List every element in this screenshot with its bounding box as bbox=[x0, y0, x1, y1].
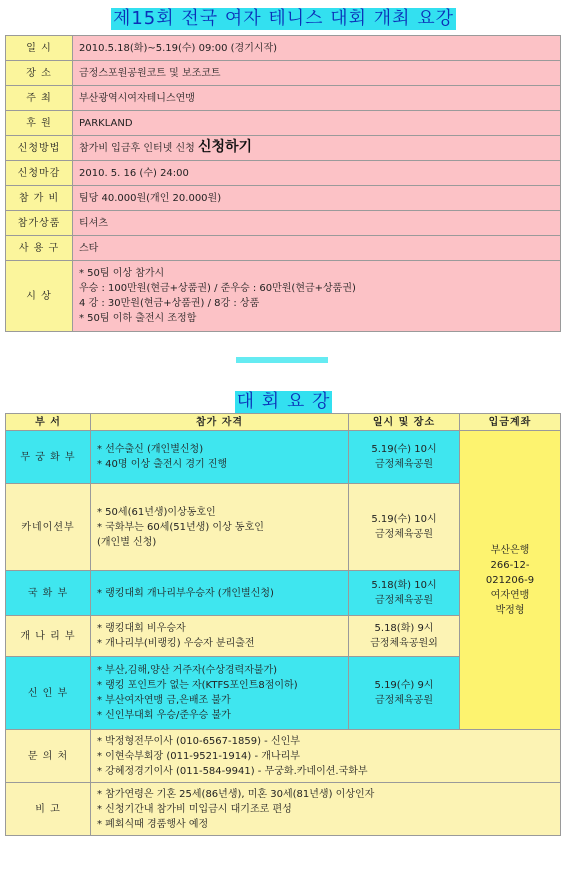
info-label: 신청방법 bbox=[6, 136, 73, 161]
info-label: 참 가 비 bbox=[6, 186, 73, 211]
info-value-text: 참가비 입금후 인터넷 신청 bbox=[79, 143, 198, 154]
note-row-content bbox=[91, 783, 561, 836]
title-block bbox=[0, 8, 567, 30]
time-place-line: 5.19(수) 9시 bbox=[374, 680, 434, 691]
info-value bbox=[73, 136, 561, 161]
event-title-block bbox=[0, 391, 567, 413]
qualification-line: * 선수출신 (개인별신청) bbox=[97, 444, 204, 455]
qualification-line: * 40명 이상 출전시 경기 진행 bbox=[97, 459, 228, 470]
info-value-text: 티셔츠 bbox=[79, 217, 108, 229]
division-time-place bbox=[349, 431, 460, 484]
header-qual: 참가 자격 bbox=[91, 414, 349, 431]
time-place-line: 금정체육공원외 bbox=[370, 638, 438, 649]
award-line: * 50팀 이상 참가시 bbox=[79, 268, 165, 279]
info-row bbox=[6, 86, 561, 111]
qualification-line: * 신인부대회 우승/준우승 불가 bbox=[97, 710, 231, 721]
award-line: 4 강 : 30만원(현금+상품권) / 8강 : 상품 bbox=[79, 298, 260, 309]
note-row-line: * 폐회식때 경품행사 예정 bbox=[97, 818, 209, 830]
info-row bbox=[6, 186, 561, 211]
info-value-text: 스타 bbox=[79, 242, 99, 254]
account-line: 266-12- bbox=[490, 559, 530, 571]
header-dept: 부 서 bbox=[6, 414, 91, 431]
division-name: 무 궁 화 부 bbox=[6, 431, 91, 484]
info-value-text: 팀당 40.000원(개인 20.000원) bbox=[79, 192, 222, 204]
division-name: 개 나 리 부 bbox=[6, 616, 91, 657]
division-time-place bbox=[349, 657, 460, 730]
contact-row-content bbox=[91, 730, 561, 783]
qualification-line: * 50세(61년생)이상동호인 bbox=[97, 506, 216, 518]
award-value bbox=[73, 261, 561, 332]
time-place-line: 금정체육공원 bbox=[375, 695, 433, 706]
contact-row-label: 문 의 처 bbox=[6, 730, 91, 783]
qualification-line: * 랭킹대회 비우승자 bbox=[97, 623, 186, 634]
info-value bbox=[73, 161, 561, 186]
contact-row-line: * 박정형전무이사 (010-6567-1859) - 신인부 bbox=[97, 735, 300, 747]
info-label: 참가상품 bbox=[6, 211, 73, 236]
header-time: 일시 및 장소 bbox=[349, 414, 460, 431]
qualification-line: * 부산,김해,양산 거주자(수상경력자불가) bbox=[97, 665, 278, 676]
info-value-text: 2010. 5. 16 (수) 24:00 bbox=[79, 167, 189, 179]
qualification-line: * 랭킹 포인트가 없는 자(KTFS포인트8점이하) bbox=[97, 680, 298, 691]
time-place-line: 5.19(수) 10시 bbox=[371, 514, 437, 525]
account-line: 박정형 bbox=[495, 604, 525, 616]
division-table-header bbox=[6, 414, 561, 431]
info-value-text: PARKLAND bbox=[79, 117, 133, 129]
event-title: 대 회 요 강 bbox=[236, 391, 331, 412]
division-qualification bbox=[91, 616, 349, 657]
info-label: 주 최 bbox=[6, 86, 73, 111]
division-qualification bbox=[91, 431, 349, 484]
time-place-line: 금정체육공원 bbox=[375, 459, 433, 470]
note-row-line: * 신청기간내 참가비 미입금시 대기조로 편성 bbox=[97, 803, 292, 815]
award-label: 시 상 bbox=[6, 261, 73, 332]
time-place-line: 5.19(수) 10시 bbox=[371, 444, 437, 455]
qualification-line: * 랭킹대회 개나리부우승자 (개인별신청) bbox=[97, 587, 274, 599]
info-value-text: 금정스포원공원코트 및 보조코트 bbox=[79, 67, 221, 79]
info-value bbox=[73, 36, 561, 61]
overview-table bbox=[5, 35, 561, 332]
contact-row-line: * 이현숙부회장 (011-9521-1914) - 개나리부 bbox=[97, 750, 300, 762]
info-value-text: 2010.5.18(화)~5.19(수) 09:00 (경기시작) bbox=[79, 42, 278, 54]
division-name: 신 인 부 bbox=[6, 657, 91, 730]
info-value bbox=[73, 111, 561, 136]
header-account: 입금계좌 bbox=[460, 414, 561, 431]
info-value bbox=[73, 186, 561, 211]
account-line: 여자연맹 bbox=[490, 589, 530, 601]
info-value-text: 부산광역시여자테니스연맹 bbox=[79, 92, 195, 104]
account-line: 부산은행 bbox=[490, 544, 530, 556]
info-label: 후 원 bbox=[6, 111, 73, 136]
division-table bbox=[5, 413, 561, 836]
account-info bbox=[460, 431, 561, 730]
info-row bbox=[6, 211, 561, 236]
division-qualification bbox=[91, 657, 349, 730]
qualification-line: (개인별 신청) bbox=[97, 536, 157, 548]
account-line: 021206-9 bbox=[485, 574, 535, 586]
info-value bbox=[73, 236, 561, 261]
qualification-line: * 개나리부(비랭킹) 우승자 분리출전 bbox=[97, 638, 255, 649]
award-line: * 50팀 이하 출전시 조정함 bbox=[79, 313, 197, 324]
division-time-place bbox=[349, 571, 460, 616]
info-label: 사 용 구 bbox=[6, 236, 73, 261]
info-value bbox=[73, 86, 561, 111]
division-row bbox=[6, 431, 561, 484]
apply-link[interactable]: 신청하기 bbox=[197, 139, 253, 155]
info-row bbox=[6, 111, 561, 136]
division-qualification bbox=[91, 571, 349, 616]
info-label: 장 소 bbox=[6, 61, 73, 86]
info-row bbox=[6, 36, 561, 61]
info-label: 일 시 bbox=[6, 36, 73, 61]
award-row bbox=[6, 261, 561, 332]
contact-row bbox=[6, 730, 561, 783]
time-place-line: 금정체육공원 bbox=[375, 529, 433, 540]
time-place-line: 금정체육공원 bbox=[375, 595, 433, 606]
time-place-line: 5.18(화) 9시 bbox=[374, 623, 434, 634]
division-name: 카네이션부 bbox=[6, 484, 91, 571]
division-name: 국 화 부 bbox=[6, 571, 91, 616]
award-line: 우승 : 100만원(현금+상품권) / 준우승 : 60만원(현금+상품권) bbox=[79, 283, 356, 294]
info-row bbox=[6, 236, 561, 261]
tournament-title: 제15회 전국 여자 테니스 대회 개최 요강 bbox=[112, 8, 455, 29]
qualification-line: * 부산여자연맹 금,은배조 불가 bbox=[97, 695, 231, 706]
qualification-line: * 국화부는 60세(51년생) 이상 동호인 bbox=[97, 521, 264, 533]
info-row bbox=[6, 136, 561, 161]
contact-row-line: * 강혜정경기이사 (011-584-9941) - 무궁화.카네이션.국화부 bbox=[97, 765, 368, 777]
division-qualification bbox=[91, 484, 349, 571]
decorative-highlight bbox=[236, 357, 328, 363]
note-row-label: 비 고 bbox=[6, 783, 91, 836]
note-row bbox=[6, 783, 561, 836]
division-time-place bbox=[349, 484, 460, 571]
info-row bbox=[6, 61, 561, 86]
info-value bbox=[73, 211, 561, 236]
division-time-place bbox=[349, 616, 460, 657]
info-value bbox=[73, 61, 561, 86]
note-row-line: * 참가연령은 기혼 25세(86년생), 미혼 30세(81년생) 이상인자 bbox=[97, 788, 375, 800]
time-place-line: 5.18(화) 10시 bbox=[371, 580, 437, 591]
info-row bbox=[6, 161, 561, 186]
info-label: 신청마감 bbox=[6, 161, 73, 186]
